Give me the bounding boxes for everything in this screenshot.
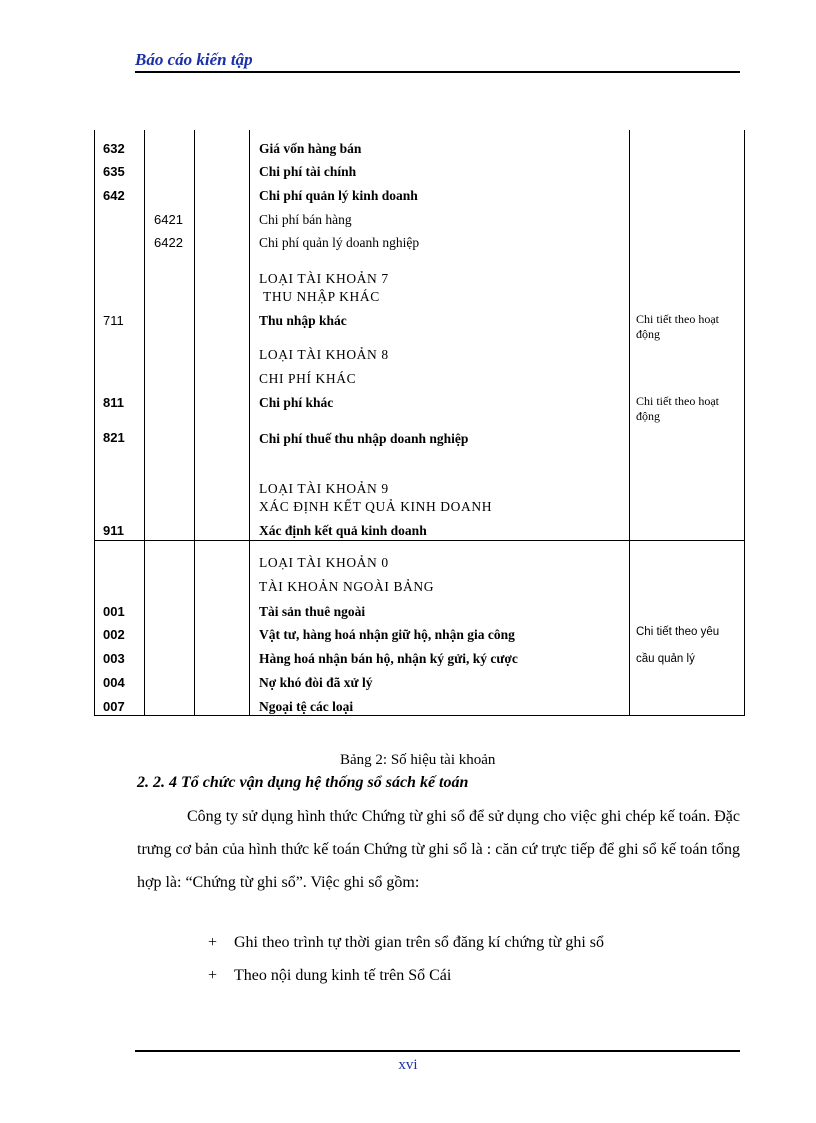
account-name: Ngoại tệ các loại: [259, 699, 354, 714]
account-name: Chi phí thuế thu nhập doanh nghiệp: [259, 431, 469, 446]
account-name: Vật tư, hàng hoá nhận giữ hộ, nhận gia công: [259, 627, 515, 642]
account-group-title: CHI PHÍ KHÁC: [259, 371, 357, 386]
body-paragraph: [137, 800, 740, 899]
table-border-bottom: [94, 715, 745, 716]
section-title: 2. 2. 4 Tổ chức vận dụng hệ thống sổ sách kế toán: [137, 774, 469, 791]
account-name: Hàng hoá nhận bán hộ, nhận ký gửi, ký cược: [259, 651, 518, 666]
account-note: Chi tiết theo yêu: [636, 626, 720, 638]
account-name: Chi phí tài chính: [259, 164, 357, 179]
report-header-title: Báo cáo kiến tập: [135, 50, 253, 69]
bullet-marker: +: [208, 967, 218, 984]
bullet-item: [208, 967, 451, 985]
account-group-title: TÀI KHOẢN NGOÀI BẢNG: [259, 579, 435, 594]
bullet-text: Ghi theo trình tự thời gian trên sổ đăng kí chứng từ ghi sổ: [234, 934, 604, 951]
account-code: 635: [103, 164, 125, 179]
account-name: Thu nhập khác: [259, 313, 347, 328]
bullet-text: Theo nội dung kinh tế trên Sổ Cái: [234, 967, 452, 984]
account-code: 007: [103, 699, 125, 714]
account-group-title: XÁC ĐỊNH KẾT QUẢ KINH DOANH: [259, 499, 493, 514]
table-col-divider: [249, 130, 250, 716]
table-col-divider: [144, 130, 145, 716]
table-border-right: [744, 130, 745, 716]
table-row-divider: [94, 540, 745, 541]
account-note: cầu quản lý: [636, 653, 695, 665]
account-code: 711: [103, 313, 124, 328]
subaccount-code: 6421: [154, 212, 183, 227]
account-table: [94, 130, 745, 716]
bullet-item: [208, 934, 604, 952]
account-group-label: LOẠI TÀI KHOẢN 7: [259, 271, 389, 286]
account-name: Chi phí bán hàng: [259, 212, 352, 227]
table-border-left: [94, 130, 95, 716]
account-name: Nợ khó đòi đã xử lý: [259, 675, 373, 690]
table-caption: Bảng 2: Số hiệu tài khoản: [340, 752, 496, 768]
header-divider: [135, 71, 740, 73]
table-col-divider: [629, 130, 630, 716]
account-name: Tài sản thuê ngoài: [259, 604, 366, 619]
account-name: Chi phí quản lý kinh doanh: [259, 188, 418, 203]
footer-divider: [135, 1050, 740, 1052]
page-number: xvi: [398, 1057, 418, 1073]
account-name: Xác định kết quả kinh doanh: [259, 523, 427, 538]
account-note: Chi tiết theo hoạt động: [636, 394, 719, 423]
account-code: 811: [103, 395, 124, 410]
account-group-label: LOẠI TÀI KHOẢN 8: [259, 347, 389, 362]
account-name: Giá vốn hàng bán: [259, 141, 362, 156]
account-code: 911: [103, 523, 124, 538]
account-group-title: THU NHẬP KHÁC: [263, 289, 380, 304]
account-code: 004: [103, 675, 125, 690]
account-group-label: LOẠI TÀI KHOẢN 9: [259, 481, 389, 496]
table-col-divider: [194, 130, 195, 716]
account-code: 632: [103, 141, 125, 156]
account-name: Chi phí khác: [259, 395, 334, 410]
account-code: 001: [103, 604, 125, 619]
subaccount-code: 6422: [154, 235, 183, 250]
account-name: Chi phí quản lý doanh nghiệp: [259, 235, 420, 250]
account-code: 002: [103, 627, 125, 642]
account-group-label: LOẠI TÀI KHOẢN 0: [259, 555, 389, 570]
account-note: Chi tiết theo hoạt động: [636, 312, 719, 341]
account-code: 003: [103, 651, 125, 666]
bullet-marker: +: [208, 934, 218, 951]
account-code: 821: [103, 430, 125, 445]
paragraph-text: Công ty sử dụng hình thức Chứng từ ghi sổ để sử dụng cho việc ghi chép kế toán. Đặc trưng cơ bản của hình thức kế toán Chứng từ ghi sổ là : căn cứ trực tiếp để ghi sổ kế toán tổng hợp là: “Chứng từ ghi sổ”. Việc ghi sổ gồm:: [137, 808, 740, 891]
account-code: 642: [103, 188, 125, 203]
